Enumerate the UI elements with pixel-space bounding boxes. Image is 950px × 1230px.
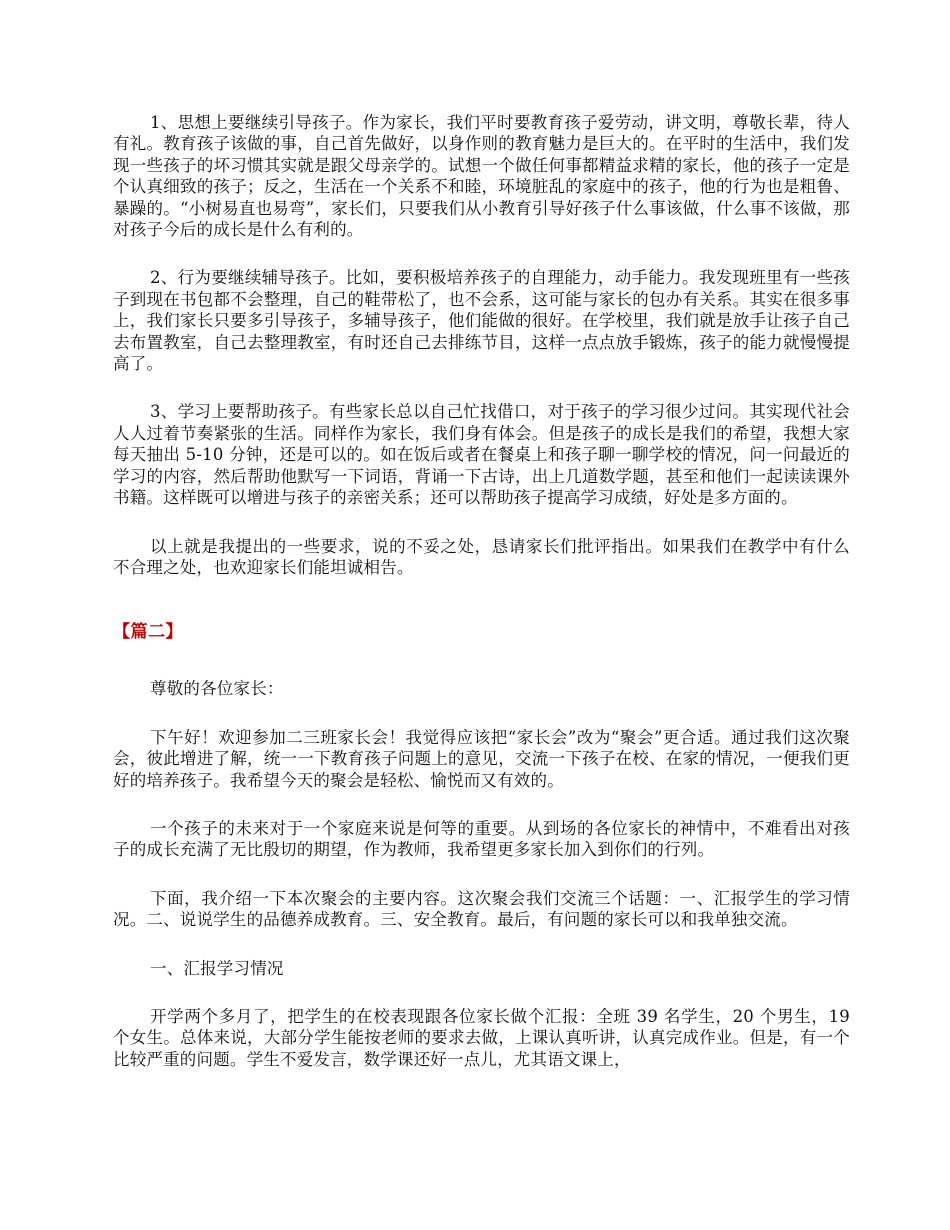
paragraph-learning-report: 开学两个多月了，把学生的在校表现跟各位家长做个汇报：全班 39 名学生，20 个男生，19 个女生。总体来说，大部分学生能按老师的要求去做，上课认真听讲，认真完成作业。但是，有一个比较严重的问题。学生不爱发言，数学课还好一点儿，尤其语文课上， [113,1006,850,1069]
paragraph-greeting: 下午好！欢迎参加二三班家长会！我觉得应该把“家长会”改为“聚会”更合适。通过我们这次聚会，彼此增进了解，统一一下教育孩子问题上的意见，交流一下孩子在校、在家的情况，一便我们更好的培养孩子。我希望今天的聚会是轻松、愉悦而又有效的。 [113,727,850,790]
paragraph-point-2: 2、行为要继续辅导孩子。比如，要积极培养孩子的自理能力，动手能力。我发现班里有一些孩子到现在书包都不会整理，自己的鞋带松了，也不会系，这可能与家长的包办有关系。其实在很多事上，我们家长只要多引导孩子，多辅导孩子，他们能做的很好。在学校里，我们就是放手让孩子自己去布置教室，自己去整理教室，有时还自己去排练节目，这样一点点放手锻炼，孩子的能力就慢慢提高了。 [113,268,850,374]
paragraph-child-future: 一个孩子的未来对于一个家庭来说是何等的重要。从到场的各位家长的神情中，不难看出对孩子的成长充满了无比殷切的期望，作为教师，我希望更多家长加入到你们的行列。 [113,818,850,860]
section-heading-part-two: 【篇二】 [113,622,183,643]
paragraph-closing: 以上就是我提出的一些要求，说的不妥之处，恳请家长们批评指出。如果我们在教学中有什么不合理之处，也欢迎家长们能坦诚相告。 [113,536,850,577]
salutation: 尊敬的各位家长： [150,679,284,699]
document-page [113,112,850,1070]
paragraph-point-1: 1、思想上要继续引导孩子。作为家长，我们平时要教育孩子爱劳动，讲文明，尊敬长辈，待人有礼。教育孩子该做的事，自己首先做好，以身作则的教育魅力是巨大的。在平时的生活中，我们发现一些孩子的坏习惯其实就是跟父母亲学的。试想一个做任何事都精益求精的家长，他的孩子一定是个认真细致的孩子；反之，生活在一个关系不和睦，环境脏乱的家庭中的孩子，他的行为也是粗鲁、暴躁的。“小树易直也易弯”，家长们，只要我们从小教育引导好孩子什么事该做，什么事不该做，那对孩子今后的成长是什么有利的。 [113,113,850,240]
paragraph-meeting-agenda: 下面，我介绍一下本次聚会的主要内容。这次聚会我们交流三个话题：一、汇报学生的学习情况。二、说说学生的品德养成教育。三、安全教育。最后，有问题的家长可以和我单独交流。 [113,888,850,930]
paragraph-point-3: 3、学习上要帮助孩子。有些家长总以自己忙找借口，对于孩子的学习很少过问。其实现代社会人人过着节奏紧张的生活。同样作为家长，我们身有体会。但是孩子的成长是我们的希望，我想大家每天抽出 5-10 分钟，还是可以的。如在饭后或者在餐桌上和孩子聊一聊学校的情况，问一问最近的学习的内容，然后帮助他默写一下词语，背诵一下古诗，出上几道数学题，甚至和他们一起读读课外书籍。这样既可以增进与孩子的亲密关系；还可以帮助孩子提高学习成绩，好处是多方面的。 [113,402,850,508]
subheading-learning-report: 一、汇报学习情况 [150,958,284,978]
